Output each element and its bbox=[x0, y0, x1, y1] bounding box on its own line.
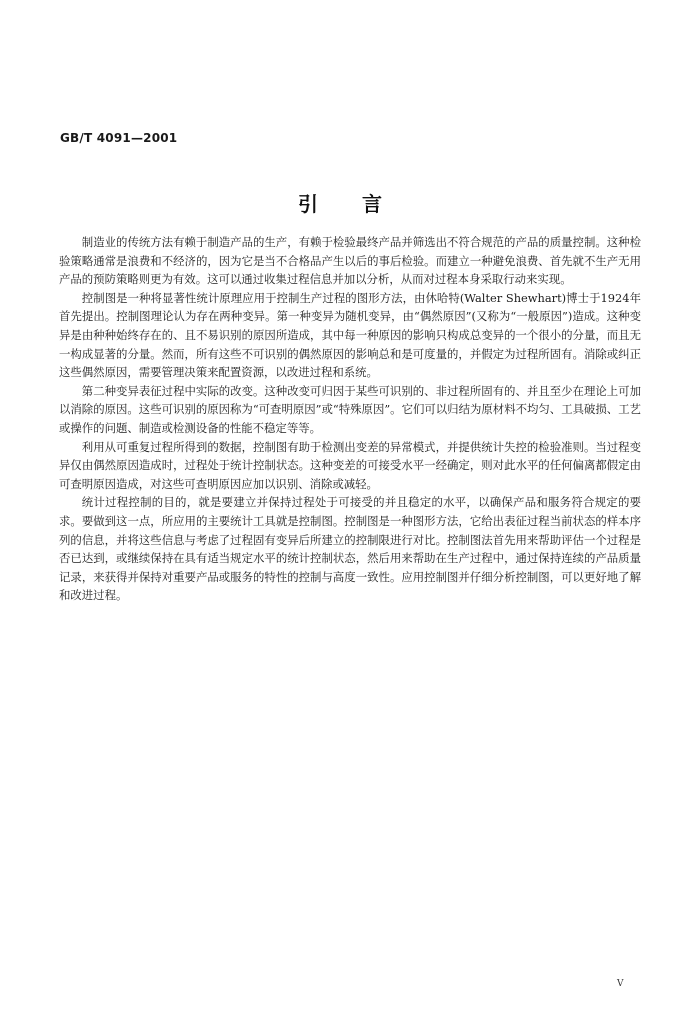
paragraph: 控制图是一种将显著性统计原理应用于控制生产过程的图形方法，由休哈特(Walter Shewhart)博士于1924年首先提出。控制图理论认为存在两种变异。第一种变异为随机变异，由“偶然原因”(又称为“一般原因”)造成。这种变异是由种种始终存在的、且不易识别的原因所造成，其中每一种原因的影响只构成总变异的一个很小的分量，而且无一构成显著的分量。然而，所有这些不可识别的偶然原因的影响总和是可度量的，并假定为过程所固有。消除或纠正这些偶然原因，需要管理决策来配置资源，以改进过程和系统。 bbox=[59, 290, 641, 380]
page-title: 引言 bbox=[298, 192, 426, 216]
introduction-body bbox=[59, 233, 641, 605]
paragraph: 第二种变异表征过程中实际的改变。这种改变可归因于某些可识别的、非过程所固有的、并且至少在理论上可加以消除的原因。这些可识别的原因称为“可查明原因”或“特殊原因”。它们可以归结为原材料不均匀、工具破损、工艺或操作的问题、制造或检测设备的性能不稳定等等。 bbox=[59, 383, 641, 435]
paragraph: 利用从可重复过程所得到的数据，控制图有助于检测出变差的异常模式，并提供统计失控的检验准则。当过程变异仅由偶然原因造成时，过程处于统计控制状态。这种变差的可接受水平一经确定，则对此水平的任何偏离都假定由可查明原因造成，对这些可查明原因应加以识别、消除或减轻。 bbox=[59, 439, 641, 491]
standard-number: GB/T 4091—2001 bbox=[60, 131, 178, 145]
page-number: Ⅴ bbox=[617, 979, 624, 989]
paragraph: 制造业的传统方法有赖于制造产品的生产，有赖于检验最终产品并筛选出不符合规范的产品的质量控制。这种检验策略通常是浪费和不经济的，因为它是当不合格品产生以后的事后检验。而建立一种避免浪费、首先就不生产无用产品的预防策略则更为有效。这可以通过收集过程信息并加以分析，从而对过程本身采取行动来实现。 bbox=[59, 235, 641, 287]
paragraph: 统计过程控制的目的，就是要建立并保持过程处于可接受的并且稳定的水平，以确保产品和服务符合规定的要求。要做到这一点，所应用的主要统计工具就是控制图。控制图是一种图形方法，它给出表征过程当前状态的样本序列的信息，并将这些信息与考虑了过程固有变异后所建立的控制限进行对比。控制图法首先用来帮助评估一个过程是否已达到，或继续保持在具有适当规定水平的统计控制状态，然后用来帮助在生产过程中，通过保持连续的产品质量记录，来获得并保持对重要产品或服务的特性的控制与高度一致性。应用控制图并仔细分析控制图，可以更好地了解和改进过程。 bbox=[59, 495, 641, 603]
